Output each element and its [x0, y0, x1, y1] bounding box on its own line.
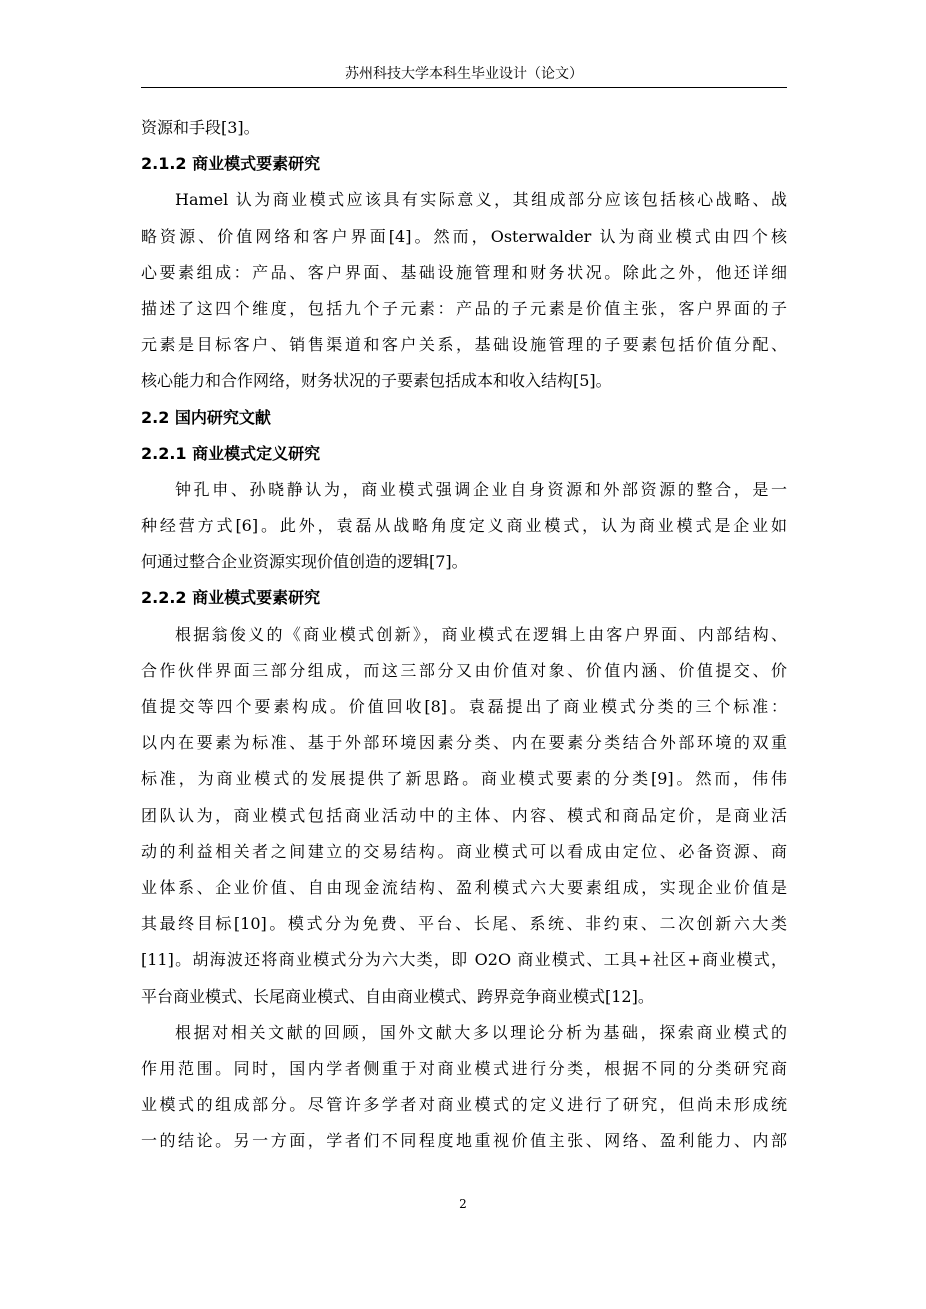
section-heading: 2.1.2 商业模式要素研究 — [141, 154, 321, 174]
text-line: 描述了这四个维度，包括九个子元素：产品的子元素是价值主张，客户界面的子 — [141, 298, 787, 318]
text-line: 根据翁俊义的《商业模式创新》，商业模式在逻辑上由客户界面、内部结构、 — [175, 624, 787, 644]
text-line: 资源和手段[3]。 — [141, 118, 260, 137]
text-line: 核心能力和合作网络，财务状况的子要素包括成本和收入结构[5]。 — [141, 371, 612, 391]
text-line: [11]。胡海波还将商业模式分为六大类，即 O2O 商业模式、工具+社区+商业模式， — [141, 950, 787, 970]
header-rule — [141, 87, 787, 88]
text-line: 作用范围。同时，国内学者侧重于对商业模式进行分类，根据不同的分类研究商 — [141, 1058, 787, 1078]
running-header: 苏州科技大学本科生毕业设计（论文） — [345, 66, 583, 82]
text-line: 元素是目标客户、销售渠道和客户关系，基础设施管理的子要素包括价值分配、 — [141, 335, 787, 355]
text-line: 标准，为商业模式的发展提供了新思路。商业模式要素的分类[9]。然而，伟伟 — [141, 769, 787, 789]
text-line: 业体系、企业价值、自由现金流结构、盈利模式六大要素组成，实现企业价值是 — [141, 877, 787, 897]
section-heading: 2.2 国内研究文献 — [141, 407, 271, 427]
text-line: 钟孔申、孙晓静认为，商业模式强调企业自身资源和外部资源的整合，是一 — [175, 479, 787, 499]
text-line: 合作伙伴界面三部分组成，而这三部分又由价值对象、价值内涵、价值提交、价 — [141, 660, 787, 680]
page-number: 2 — [459, 1197, 467, 1211]
section-heading: 2.2.1 商业模式定义研究 — [141, 443, 321, 463]
text-line: 动的利益相关者之间建立的交易结构。商业模式可以看成由定位、必备资源、商 — [141, 841, 787, 861]
text-line: 心要素组成：产品、客户界面、基础设施管理和财务状况。除此之外，他还详细 — [141, 262, 787, 282]
text-line: 略资源、价值网络和客户界面[4]。然而，Osterwalder 认为商业模式由四个核 — [141, 226, 787, 246]
section-heading: 2.2.2 商业模式要素研究 — [141, 588, 321, 608]
text-line: Hamel 认为商业模式应该具有实际意义，其组成部分应该包括核心战略、战 — [175, 190, 787, 210]
text-line: 团队认为，商业模式包括商业活动中的主体、内容、模式和商品定价，是商业活 — [141, 805, 787, 825]
text-line: 业模式的组成部分。尽管许多学者对商业模式的定义进行了研究，但尚未形成统 — [141, 1095, 787, 1115]
text-line: 平台商业模式、长尾商业模式、自由商业模式、跨界竞争商业模式[12]。 — [141, 986, 654, 1006]
text-line: 其最终目标[10]。模式分为免费、平台、长尾、系统、非约束、二次创新六大类 — [141, 914, 787, 934]
text-line: 种经营方式[6]。此外，袁磊从战略角度定义商业模式，认为商业模式是企业如 — [141, 516, 787, 536]
text-line: 根据对相关文献的回顾，国外文献大多以理论分析为基础，探索商业模式的 — [175, 1022, 787, 1042]
body-text — [141, 110, 787, 1159]
text-line: 以内在要素为标准、基于外部环境因素分类、内在要素分类结合外部环境的双重 — [141, 733, 787, 753]
text-line: 值提交等四个要素构成。价值回收[8]。袁磊提出了商业模式分类的三个标准： — [141, 697, 787, 716]
text-line: 一的结论。另一方面，学者们不同程度地重视价值主张、网络、盈利能力、内部 — [141, 1131, 787, 1151]
text-line: 何通过整合企业资源实现价值创造的逻辑[7]。 — [141, 552, 468, 572]
